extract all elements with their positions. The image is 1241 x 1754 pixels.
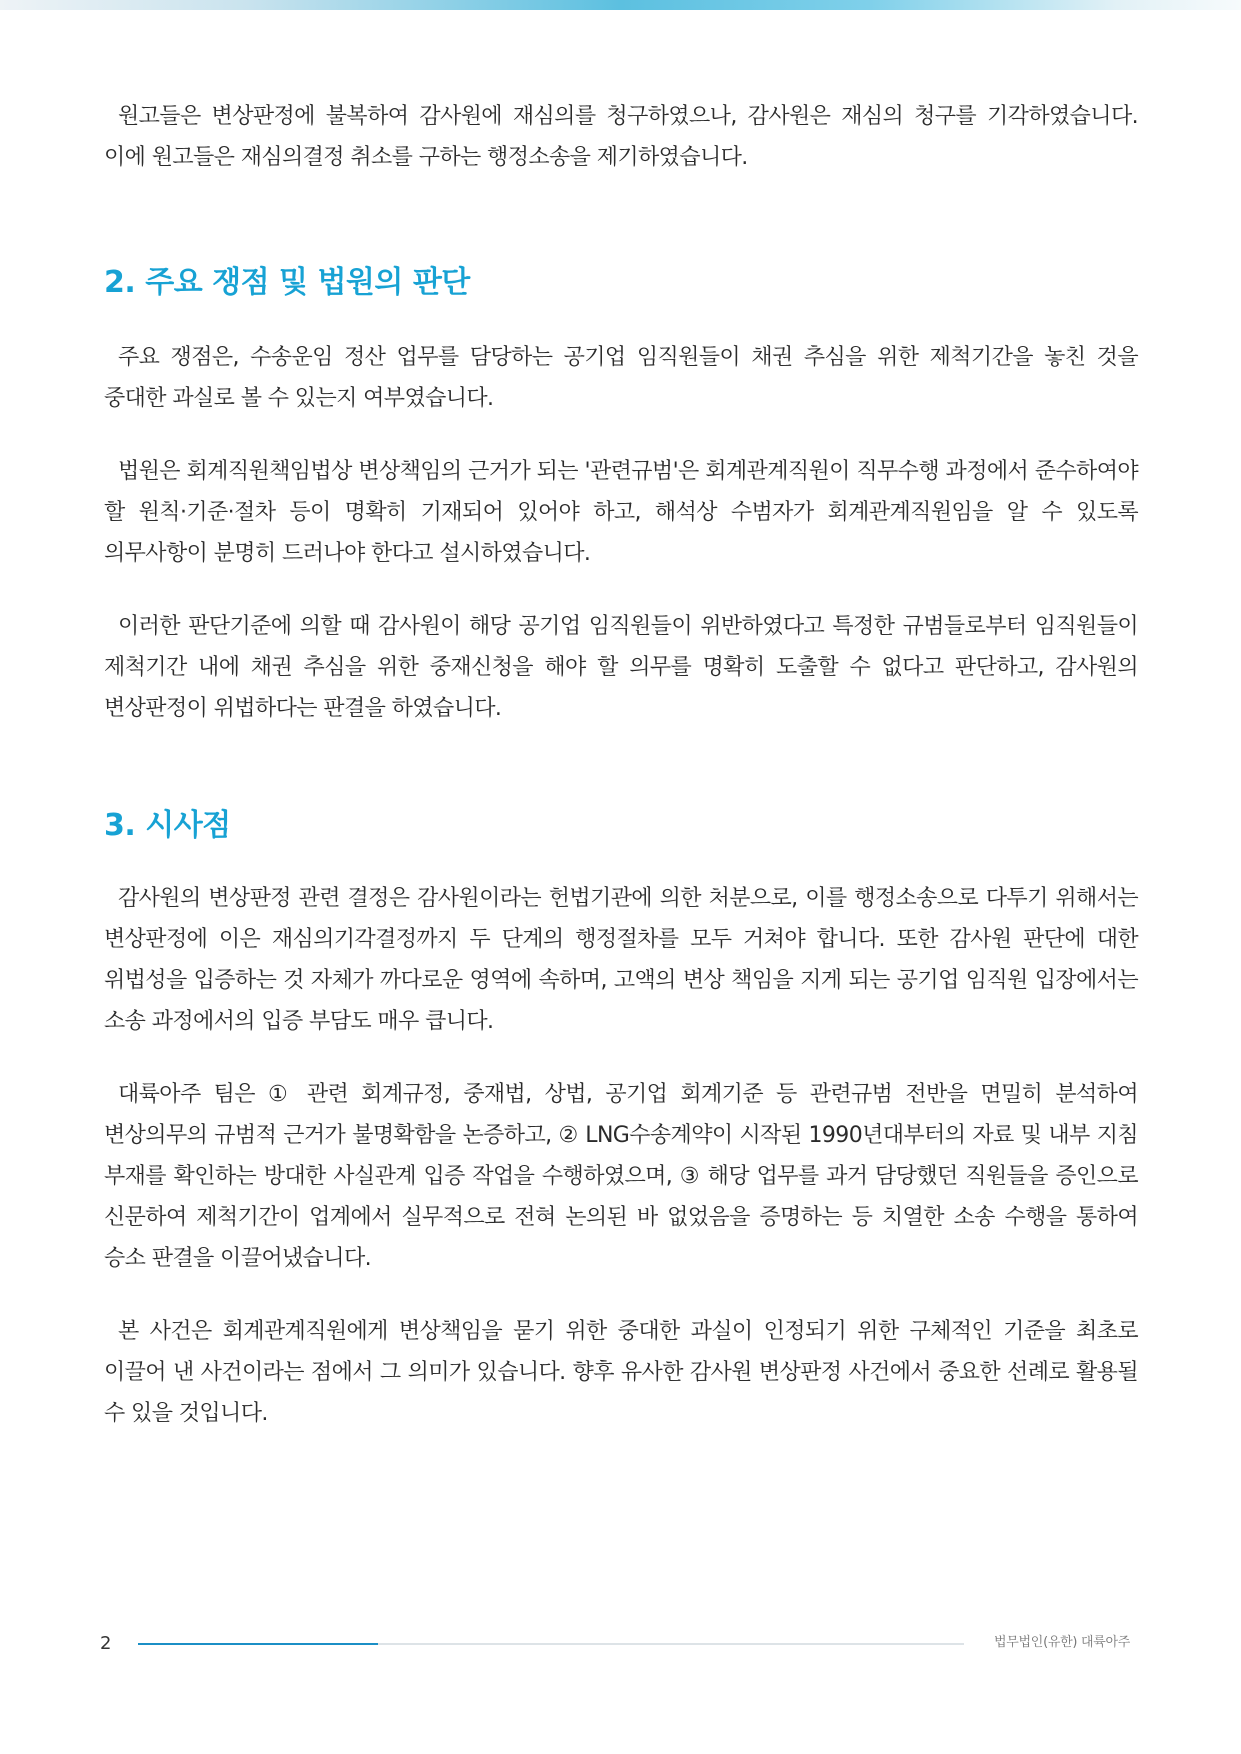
section-3-heading: 3. 시사점 — [104, 808, 231, 843]
footer-divider-accent — [138, 1643, 378, 1645]
section-2-paragraph-1: 주요 쟁점은, 수송운임 정산 업무를 담당하는 공기업 임직원들이 채권 추심을 위한 제척기간을 놓친 것을 중대한 과실로 볼 수 있는지 여부였습니다. — [104, 345, 1138, 411]
section-2-paragraph-2: 법원은 회계직원책임법상 변상책임의 근거가 되는 '관련규범'은 회계관계직원이 직무수행 과정에서 준수하여야 할 원칙·기준·절차 등이 명확히 기재되어 있어야 하고, 해석상 수범자가 회계관계직원임을 알 수 있도록 의무사항이 분명히 드러나야 한다고 설시하였습니다. — [104, 459, 1138, 566]
document-body — [104, 96, 1138, 1434]
page-number: 2 — [100, 1633, 112, 1654]
intro-paragraph: 원고들은 변상판정에 불복하여 감사원에 재심의를 청구하였으나, 감사원은 재심의 청구를 기각하였습니다. 이에 원고들은 재심의결정 취소를 구하는 행정소송을 제기하였습니다. — [104, 104, 1138, 170]
page-footer — [0, 1630, 1241, 1660]
firm-name: 법무법인(유한) 대륙아주 — [994, 1635, 1130, 1650]
section-3-paragraph-3: 본 사건은 회계관계직원에게 변상책임을 묻기 위한 중대한 과실이 인정되기 위한 구체적인 기준을 최초로 이끌어 낸 사건이라는 점에서 그 의미가 있습니다. 향후 유사한 감사원 변상판정 사건에서 중요한 선례로 활용될 수 있을 것입니다. — [104, 1319, 1138, 1426]
section-3-paragraph-1: 감사원의 변상판정 관련 결정은 감사원이라는 헌법기관에 의한 처분으로, 이를 행정소송으로 다투기 위해서는 변상판정에 이은 재심의기각결정까지 두 단계의 행정절차를 모두 거쳐야 합니다. 또한 감사원 판단에 대한 위법성을 입증하는 것 자체가 까다로운 영역에 속하며, 고액의 변상 책임을 지게 되는 공기업 임직원 입장에서는 소송 과정에서의 입증 부담도 매우 큽니다. — [104, 886, 1138, 1034]
top-gradient-bar — [0, 0, 1241, 10]
section-2-paragraph-3: 이러한 판단기준에 의할 때 감사원이 해당 공기업 임직원들이 위반하였다고 특정한 규범들로부터 임직원들이 제척기간 내에 채권 추심을 위한 중재신청을 해야 할 의무를 명확히 도출할 수 없다고 판단하고, 감사원의 변상판정이 위법하다는 판결을 하였습니다. — [104, 614, 1138, 721]
section-3-paragraph-2: 대륙아주 팀은 ① 관련 회계규정, 중재법, 상법, 공기업 회계기준 등 관련규범 전반을 면밀히 분석하여 변상의무의 규범적 근거가 불명확함을 논증하고, ② LNG수송계약이 시작된 1990년대부터의 자료 및 내부 지침 부재를 확인하는 방대한 사실관계 입증 작업을 수행하였으며, ③ 해당 업무를 과거 담당했던 직원들을 증인으로 신문하여 제척기간이 업계에서 실무적으로 전혀 논의된 바 없었음을 증명하는 등 치열한 소송 수행을 통하여 승소 판결을 이끌어냈습니다. — [104, 1082, 1138, 1271]
footer-divider — [138, 1643, 964, 1645]
section-2-heading: 2. 주요 쟁점 및 법원의 판단 — [104, 265, 470, 300]
